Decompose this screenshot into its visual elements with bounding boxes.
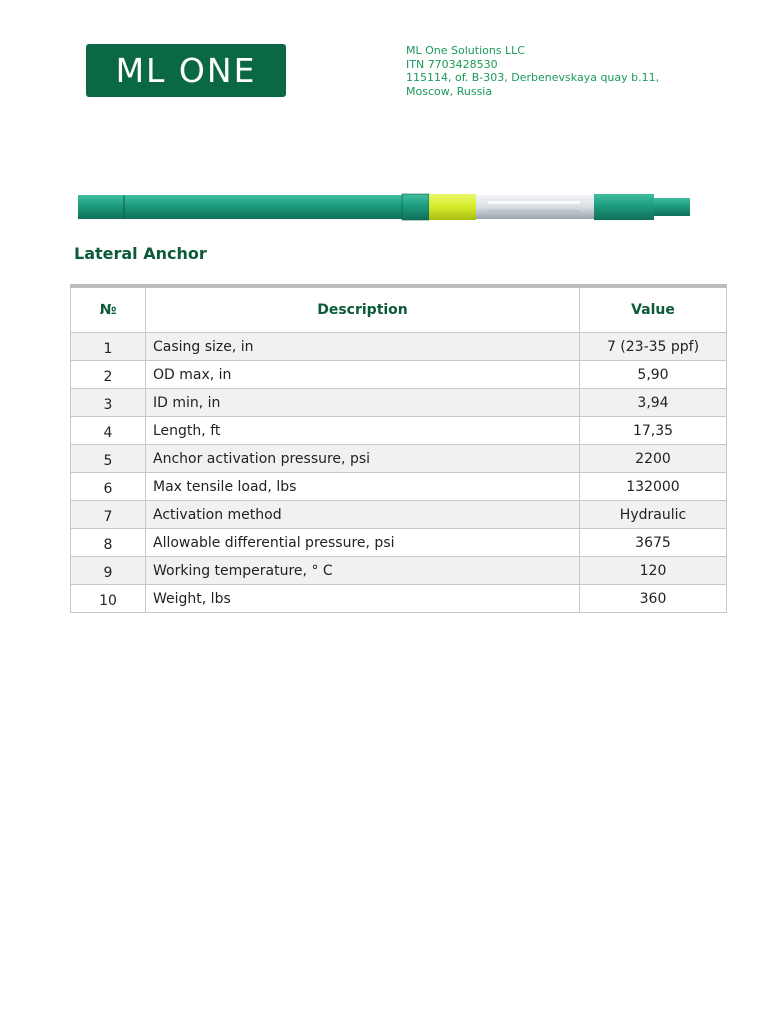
row-value: 360 bbox=[580, 585, 727, 613]
row-value: 2200 bbox=[580, 445, 727, 473]
row-value: 17,35 bbox=[580, 417, 727, 445]
row-number: 8 bbox=[71, 529, 146, 557]
specifications-table bbox=[70, 284, 727, 613]
row-number: 4 bbox=[71, 417, 146, 445]
row-value: 132000 bbox=[580, 473, 727, 501]
table-row bbox=[71, 529, 727, 557]
table-row bbox=[71, 585, 727, 613]
row-value: 3675 bbox=[580, 529, 727, 557]
row-number: 10 bbox=[71, 585, 146, 613]
tool-body-main bbox=[78, 195, 428, 219]
row-number: 9 bbox=[71, 557, 146, 585]
table-row bbox=[71, 361, 727, 389]
tool-yellow-section bbox=[429, 194, 476, 220]
row-value: 5,90 bbox=[580, 361, 727, 389]
tool-anchor-section bbox=[476, 195, 594, 219]
row-description: Activation method bbox=[146, 501, 580, 529]
row-description: Weight, lbs bbox=[146, 585, 580, 613]
header-value: Value bbox=[580, 286, 727, 333]
row-description: Anchor activation pressure, psi bbox=[146, 445, 580, 473]
row-description: OD max, in bbox=[146, 361, 580, 389]
tool-collar bbox=[402, 194, 429, 220]
product-title: Lateral Anchor bbox=[74, 244, 207, 263]
row-description: Allowable differential pressure, psi bbox=[146, 529, 580, 557]
header-description: Description bbox=[146, 286, 580, 333]
header-number: № bbox=[71, 286, 146, 333]
logo-text: ML ONE bbox=[115, 51, 257, 90]
row-number: 6 bbox=[71, 473, 146, 501]
row-value: 3,94 bbox=[580, 389, 727, 417]
row-number: 7 bbox=[71, 501, 146, 529]
table-row bbox=[71, 473, 727, 501]
row-number: 5 bbox=[71, 445, 146, 473]
row-value: 120 bbox=[580, 557, 727, 585]
company-address: 115114, of. B-303, Derbenevskaya quay b.11, Moscow, Russia bbox=[406, 71, 660, 98]
company-logo bbox=[86, 44, 286, 97]
tool-pin-end bbox=[654, 198, 690, 216]
row-value: 7 (23-35 ppf) bbox=[580, 333, 727, 361]
tool-bottom-sub bbox=[594, 194, 654, 220]
company-itn: ITN 7703428530 bbox=[406, 57, 498, 71]
lateral-anchor-image bbox=[76, 190, 692, 226]
table-row bbox=[71, 557, 727, 585]
table-row bbox=[71, 501, 727, 529]
row-number: 1 bbox=[71, 333, 146, 361]
row-description: Max tensile load, lbs bbox=[146, 473, 580, 501]
company-name: ML One Solutions LLC bbox=[406, 44, 525, 57]
table-row bbox=[71, 333, 727, 361]
table-header-row bbox=[71, 286, 727, 333]
row-number: 3 bbox=[71, 389, 146, 417]
table-row bbox=[71, 389, 727, 417]
row-description: Working temperature, ° C bbox=[146, 557, 580, 585]
row-value: Hydraulic bbox=[580, 501, 727, 529]
table-row bbox=[71, 417, 727, 445]
row-description: Length, ft bbox=[146, 417, 580, 445]
company-info bbox=[406, 44, 706, 98]
row-number: 2 bbox=[71, 361, 146, 389]
table-row bbox=[71, 445, 727, 473]
row-description: Casing size, in bbox=[146, 333, 580, 361]
row-description: ID min, in bbox=[146, 389, 580, 417]
